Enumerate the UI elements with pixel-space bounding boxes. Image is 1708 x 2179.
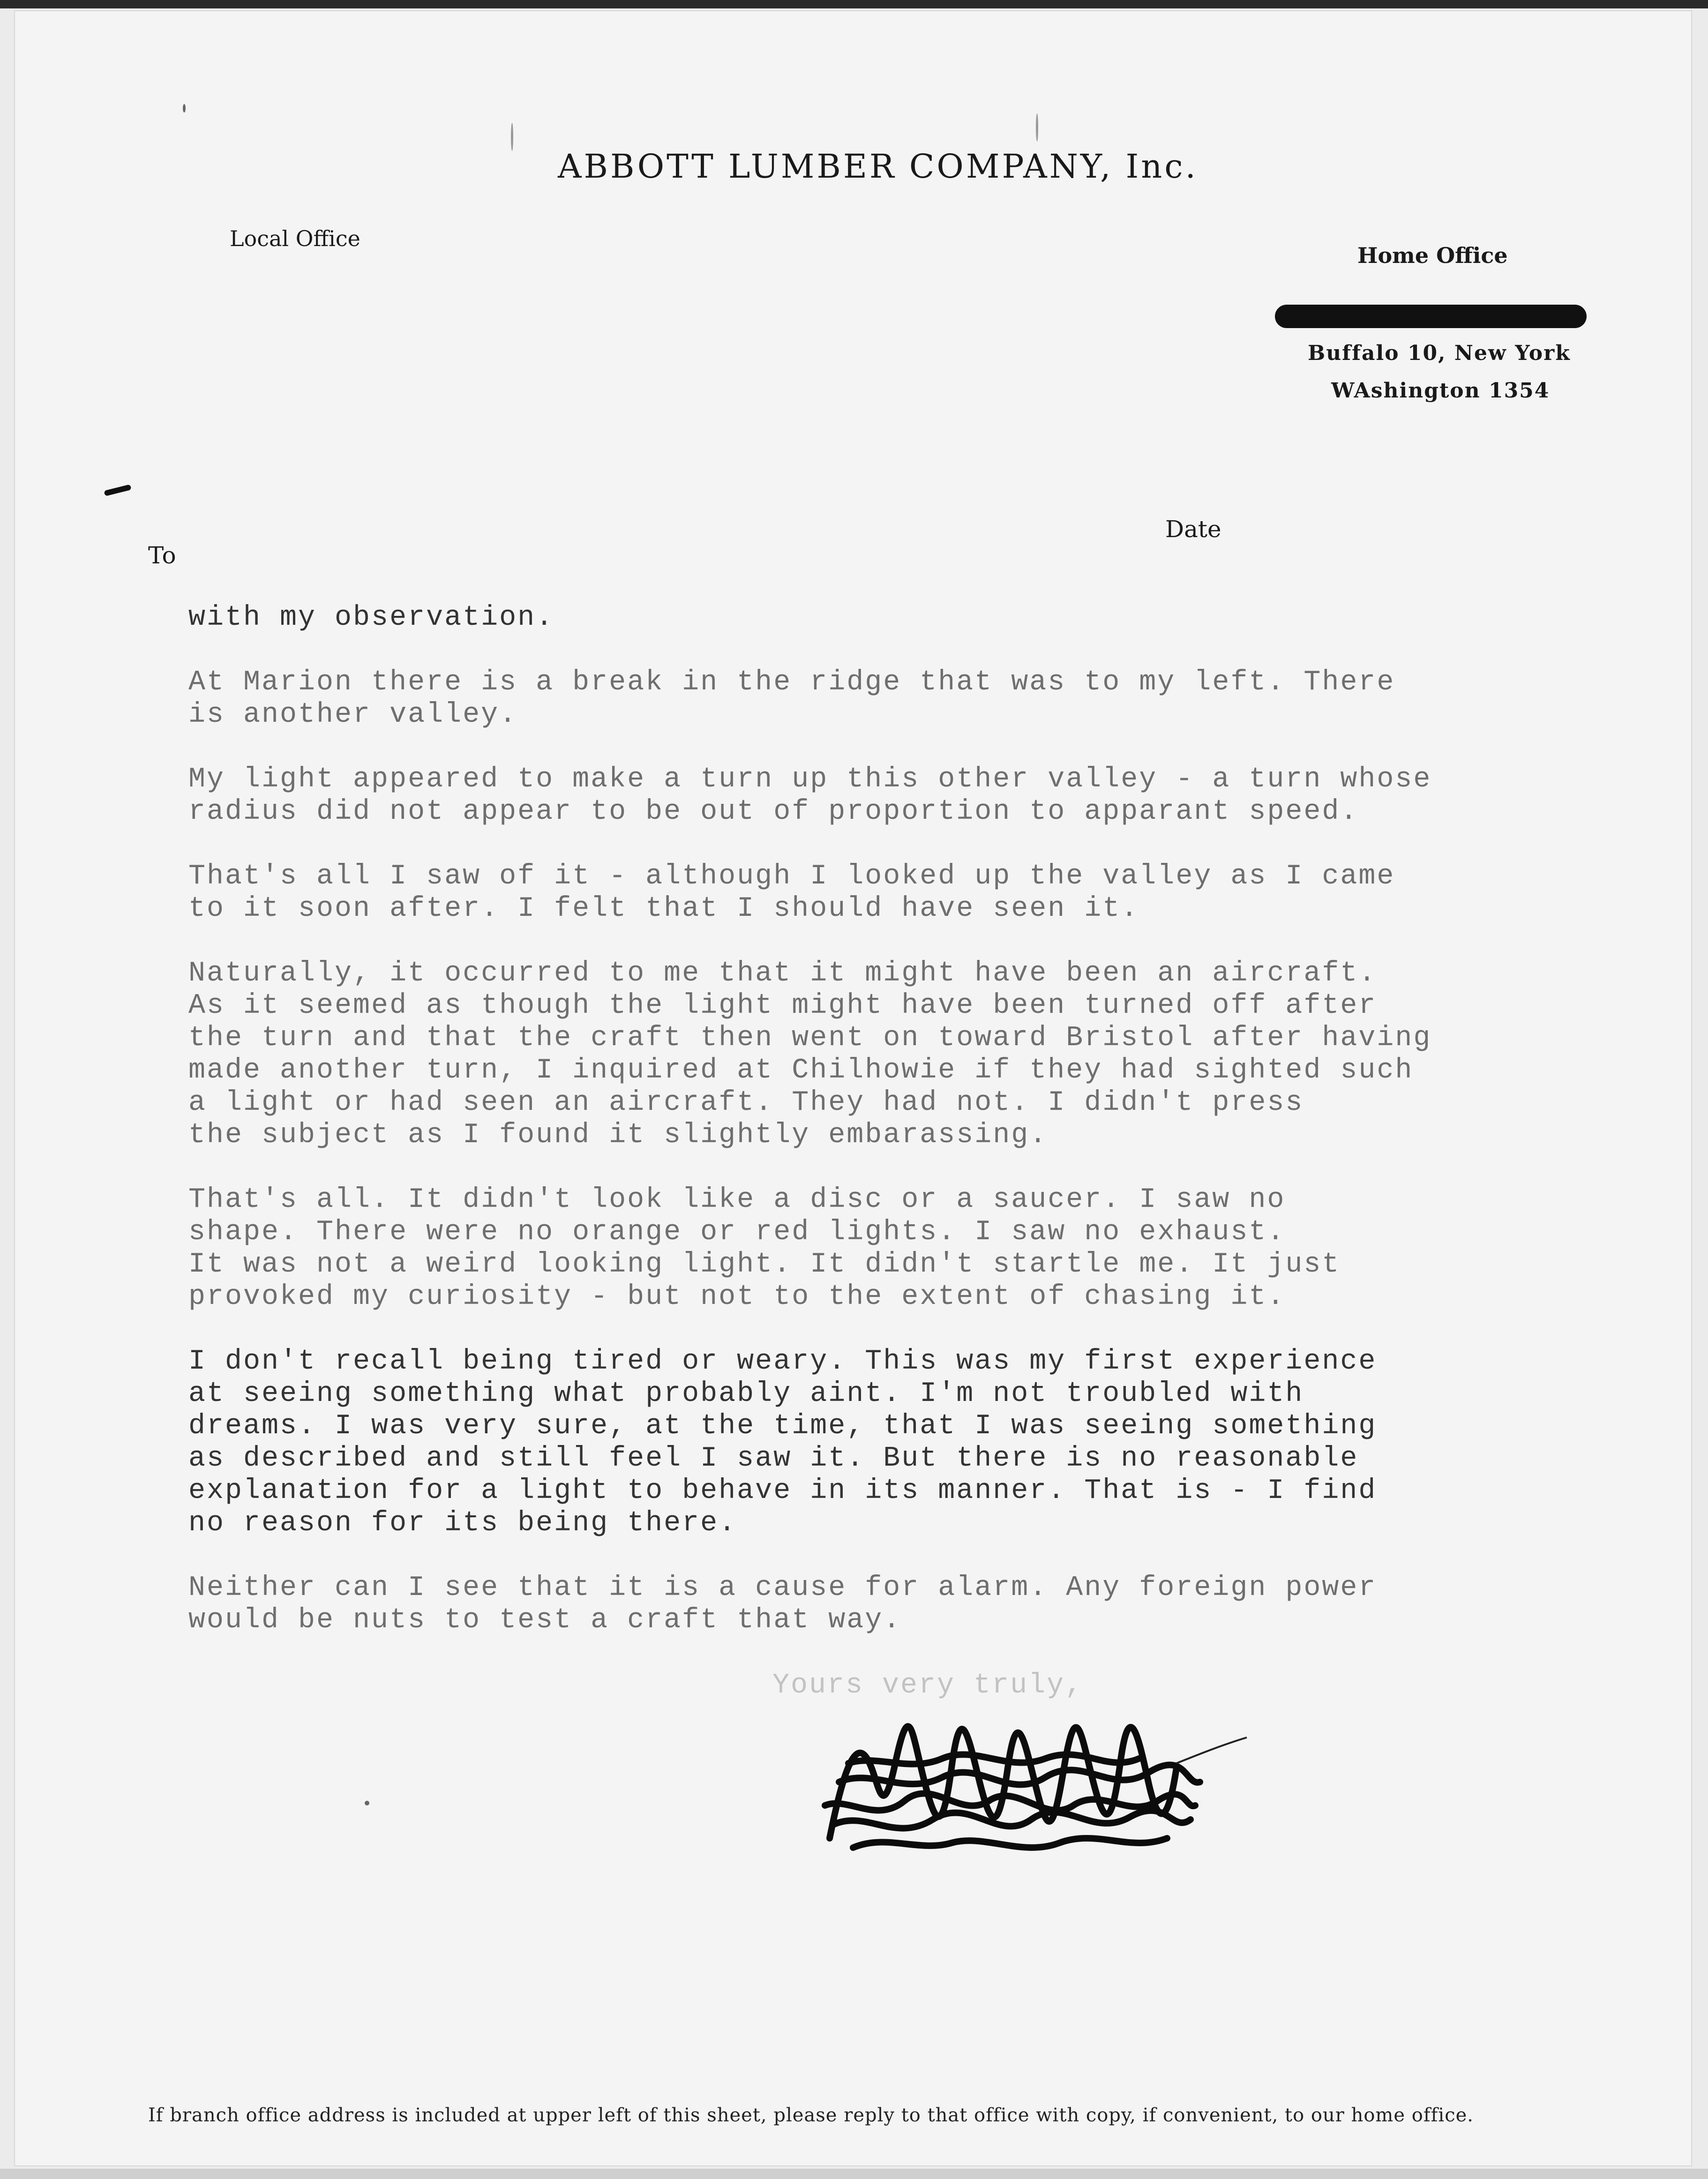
home-office-label: Home Office [1357, 243, 1508, 268]
scan-bottom-edge [0, 2169, 1708, 2179]
closing-salutation: Yours very truly, [772, 1670, 1084, 1701]
paragraph-2: At Marion there is a break in the ridge that was to my left. There is another valley. [188, 666, 1395, 731]
paragraph-3: My light appeared to make a turn up this other valley - a turn whose radius did not appear to be out of proportion to apparant speed. [188, 764, 1432, 828]
paper-speck [365, 1801, 369, 1805]
paragraph-7: I don't recall being tired or weary. This was my first experience at seeing something what probably aint. I'm not troubled with dreams. I was very sure, at the time, that I was seeing something as described and still feel I saw it. But there is no reasonable explanation for a light to behave in its manner. That is - I find no reason for its being there. [188, 1346, 1377, 1539]
to-label: To [148, 542, 176, 569]
paper-speck [1036, 113, 1038, 142]
paragraph-8: Neither can I see that it is a cause for alarm. Any foreign power would be nuts to test a craft that way. [188, 1572, 1377, 1636]
scan-top-edge [0, 0, 1708, 8]
paper-speck [183, 104, 186, 112]
redacted-signature [811, 1712, 1251, 1862]
redaction-bar [1275, 305, 1587, 328]
margin-mark [104, 484, 131, 496]
footer-note: If branch office address is included at upper left of this sheet, please reply to that office with copy, if convenient, to our home office. [148, 2104, 1474, 2126]
letter-sheet [14, 10, 1692, 2166]
letter-body [188, 602, 1585, 1669]
company-name: ABBOTT LUMBER COMPANY, Inc. [558, 147, 1198, 186]
paragraph-5: Naturally, it occurred to me that it might have been an aircraft. As it seemed as though the light might have been turned off after the turn and that the craft then went on toward Bristol after having made another turn, I inquired at Chilhowie if they had sighted such a light or had seen an aircraft. They had not. I didn't press the subject as I found it slightly embarassing. [188, 958, 1432, 1151]
address-phone: WAshington 1354 [1331, 379, 1550, 403]
paragraph-1: with my observation. [188, 602, 554, 634]
local-office-label: Local Office [230, 226, 360, 251]
address-city: Buffalo 10, New York [1308, 341, 1571, 365]
date-label: Date [1165, 516, 1221, 543]
paragraph-4: That's all I saw of it - although I looked up the valley as I came to it soon after. I felt that I should have seen it. [188, 861, 1395, 925]
paragraph-6: That's all. It didn't look like a disc or a saucer. I saw no shape. There were no orange or red lights. I saw no exhaust. It was not a weird looking light. It didn't startle me. It just provoked my curiosity - but not to the extent of chasing it. [188, 1184, 1341, 1313]
paper-speck [511, 123, 513, 151]
